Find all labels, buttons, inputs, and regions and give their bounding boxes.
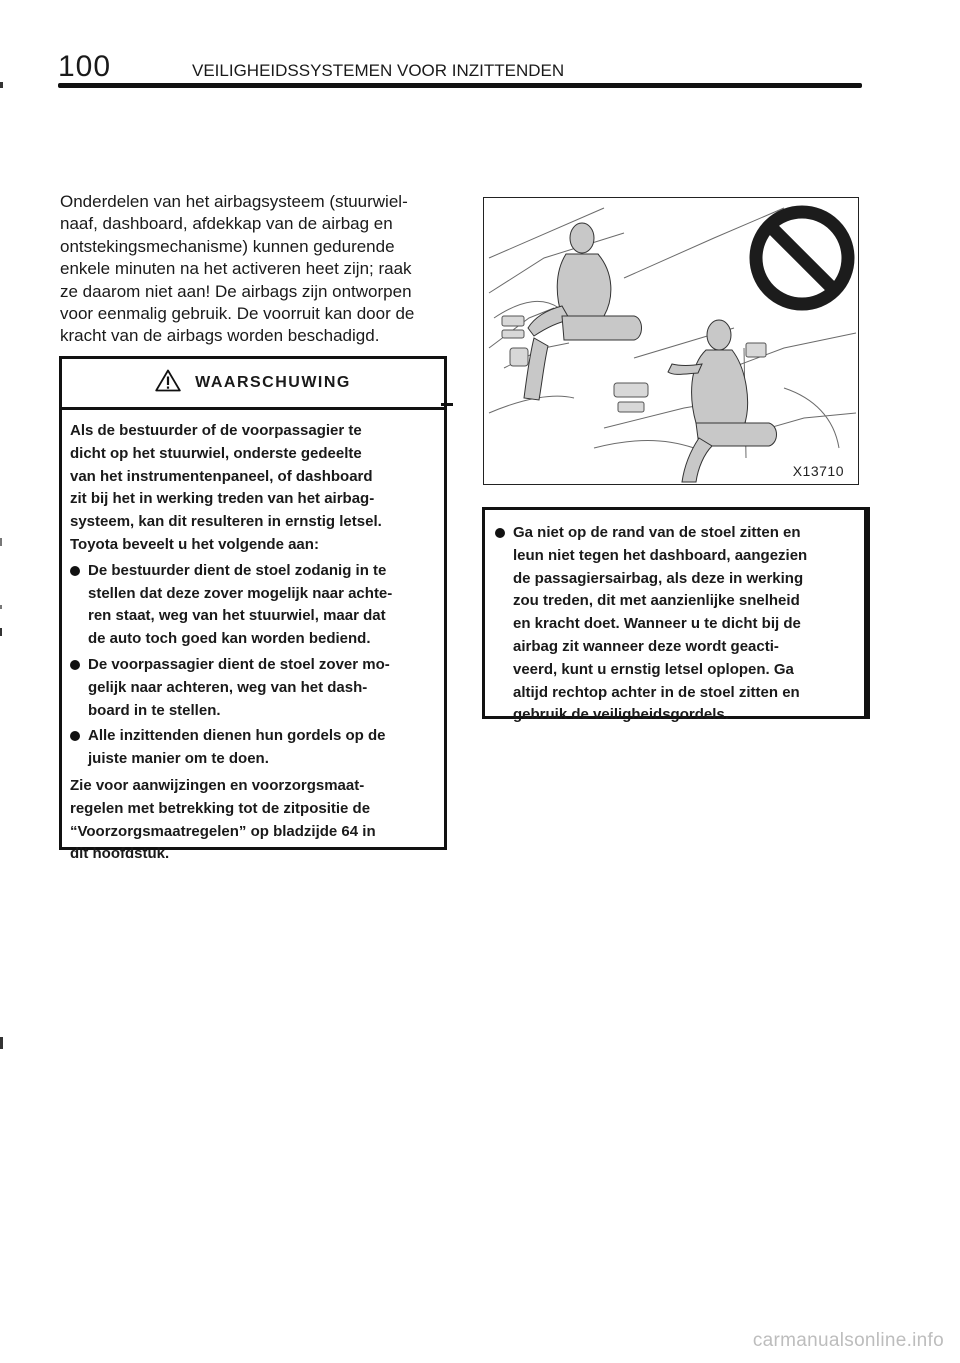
illustration (483, 197, 859, 485)
section-title: VEILIGHEIDSSYSTEMEN VOOR INZITTENDEN (192, 61, 565, 80)
warning-triangle-icon (155, 369, 181, 397)
footer-brand: carmanualsonline.info (752, 1330, 944, 1351)
advice-box (482, 507, 870, 724)
warning-bullet-text: De bestuurder dient de stoel zodanig in te stellen dat deze zover mogelijk naar achte- ren staat, weg van het stuurwiel, maar dat de auto toch goed kan worden bediend. (88, 561, 393, 648)
bullet-dot-icon (495, 528, 505, 538)
bullet-dot-icon (70, 660, 80, 670)
margin-mark-mid-2 (0, 605, 2, 609)
warning-bullet-text: Alle inzittenden dienen hun gordels op de juiste manier om te doen. (88, 727, 386, 768)
warning-bullet-text: De voorpassagier dient de stoel zover mo- gelijk naar achteren, weg van het dash- board in te stellen. (88, 655, 390, 719)
page-number: 100 (58, 50, 112, 83)
illustration-drawing (484, 198, 858, 484)
margin-mark-mid-3 (0, 628, 2, 636)
warning-bullet (70, 560, 436, 651)
advice-bullet (495, 522, 854, 727)
warning-bullet (70, 654, 436, 722)
bullet-dot-icon (70, 731, 80, 741)
bullet-dot-icon (70, 566, 80, 576)
intro-paragraph: Onderdelen van het airbagsysteem (stuurwiel- naaf, dashboard, afdekkap van de airbag en ontstekingsmechanisme) kunnen gedurende enkele minuten na het activeren heet zijn; raak ze daarom niet aan! De airbags zijn ontworpen voor eenmalig gebruik. De voorruit kan door de kracht van de airbags worden beschadigd. (60, 192, 415, 346)
margin-mark-mid-1 (0, 538, 2, 546)
margin-mark-top (0, 82, 3, 88)
figure-code: X13710 (792, 463, 844, 479)
warning-body (62, 410, 444, 866)
header-divider-tab (441, 403, 453, 406)
prohibition-sign-icon (756, 212, 848, 304)
warning-header (62, 359, 444, 410)
header-rule (58, 83, 862, 88)
advice-bullet-text: Ga niet op de rand van de stoel zitten en leun niet tegen het dashboard, aangezien de passagiersairbag, als deze in werking zou treden, dit met aanzienlijke snelheid en kracht doet. Wanneer u te dicht bij de airbag zit wanneer deze wordt geacti- veerd, kunt u ernstig letsel oplopen. Ga altijd rechtop achter in de stoel zitten en gebruik de veiligheidsgordels. (513, 524, 808, 724)
warning-closing: Zie voor aanwijzingen en voorzorgsmaat- regelen met betrekking tot de zitpositie de “Voorzorgsmaatregelen” op bladzijde 64 in dit hoofdstuk. (70, 776, 376, 863)
warning-paragraph: Als de bestuurder of de voorpassagier te dicht op het stuurwiel, onderste gedeelte van het instrumentenpaneel, of dashboard zit bij het in werking treden van het airbag- systeem, kan dit resulteren in ernstig letsel. Toyota beveelt u het volgende aan: (70, 422, 382, 553)
warning-bullet (70, 725, 436, 771)
warning-title: WAARSCHUWING (195, 374, 351, 391)
margin-mark-bottom (0, 1037, 3, 1049)
warning-box (59, 356, 447, 863)
